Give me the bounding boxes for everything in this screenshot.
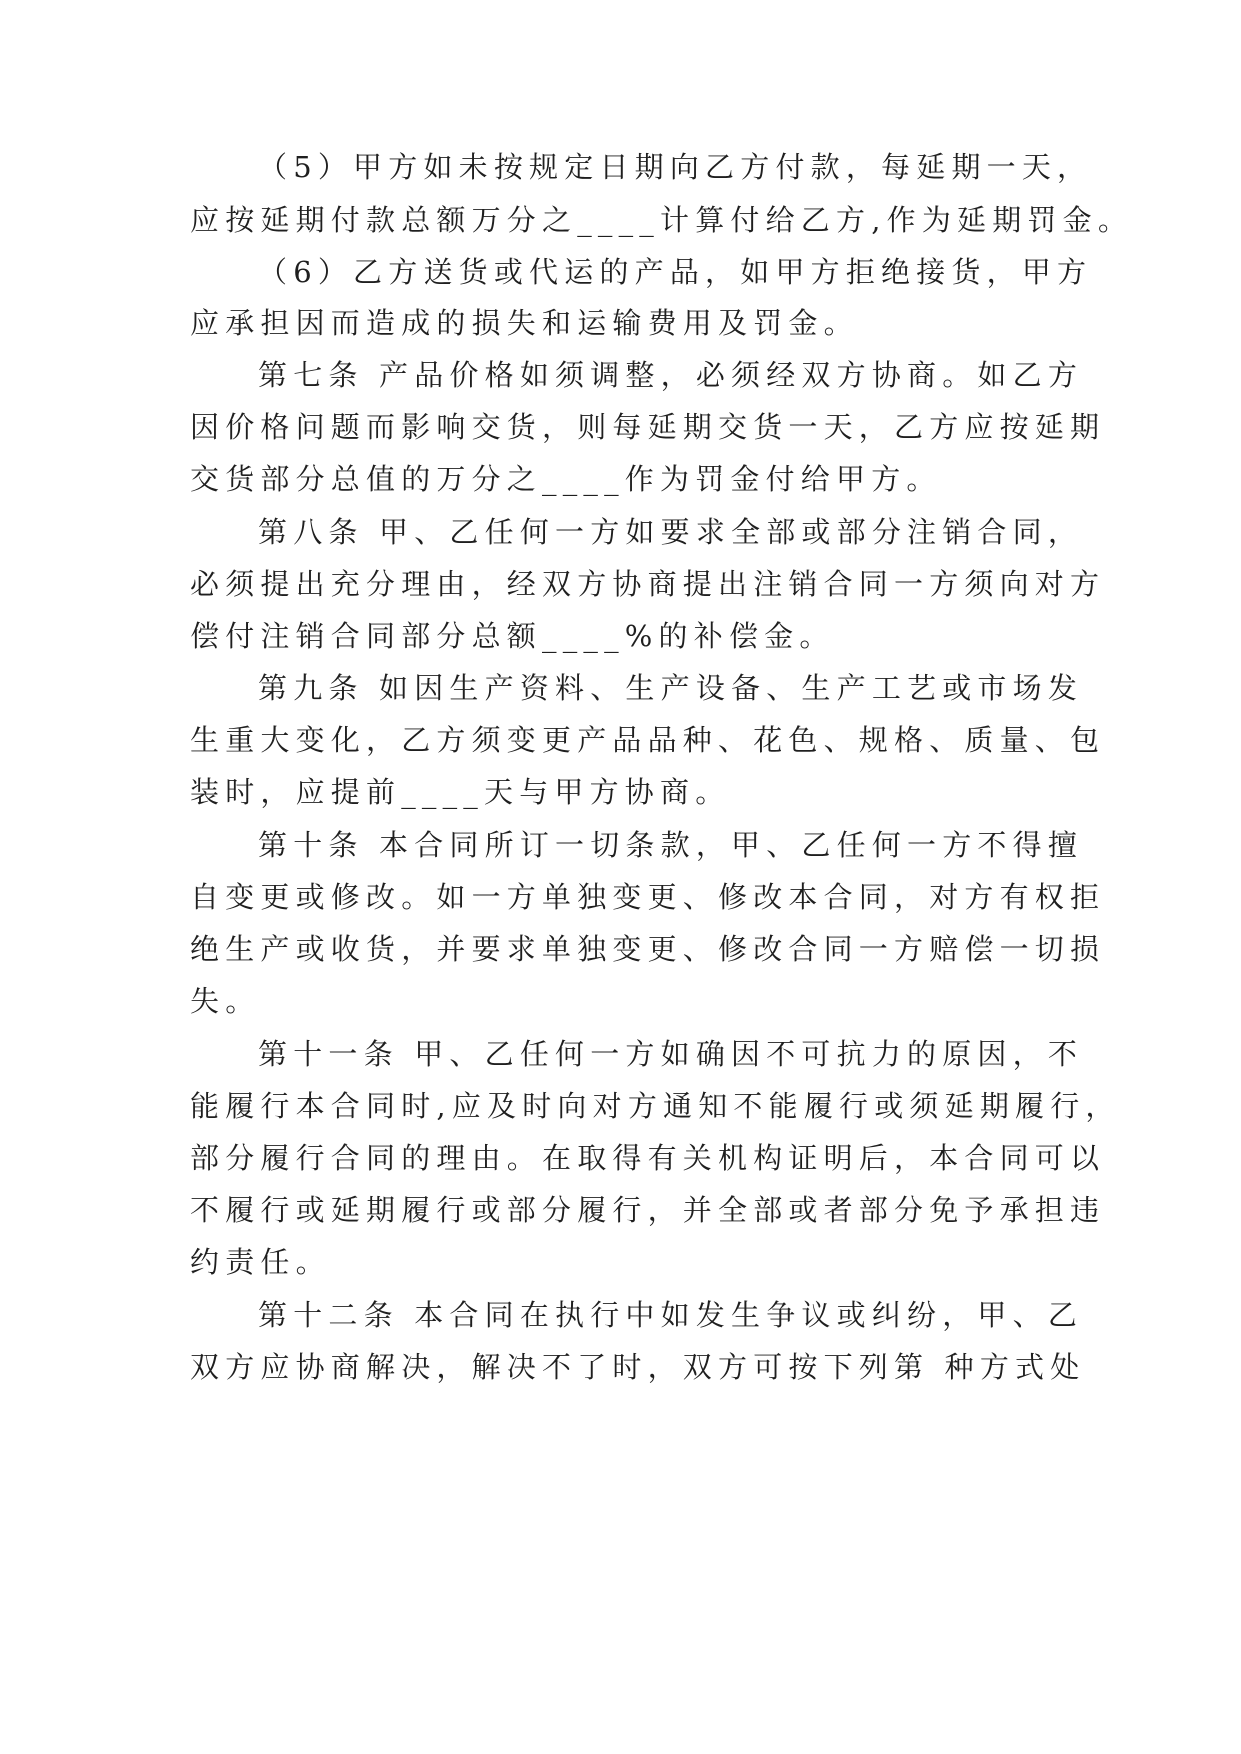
text-line: 第十条 本合同所订一切条款，甲、乙任何一方不得擅 — [258, 828, 1084, 862]
text-line: 部分履行合同的理由。在取得有关机构证明后，本合同可以 — [190, 1141, 1106, 1175]
text-line: 必须提出充分理由，经双方协商提出注销合同一方须向对方 — [190, 567, 1106, 601]
text-line: 偿付注销合同部分总额____%的补偿金。 — [190, 619, 835, 653]
text-line: 装时，应提前____天与甲方协商。 — [190, 775, 731, 809]
text-line: 第八条 甲、乙任何一方如要求全部或部分注销合同， — [258, 515, 1084, 549]
text-line: （6）乙方送货或代运的产品，如甲方拒绝接货，甲方 — [258, 255, 1093, 289]
text-line: 第十二条 本合同在执行中如发生争议或纠纷，甲、乙 — [258, 1298, 1084, 1332]
text-line: 第十一条 甲、乙任何一方如确因不可抗力的原因，不 — [258, 1037, 1084, 1071]
text-line: 应按延期付款总额万分之____计算付给乙方,作为延期罚金。 — [190, 203, 1134, 237]
text-line: 自变更或修改。如一方单独变更、修改本合同，对方有权拒 — [190, 880, 1106, 914]
text-line: 生重大变化，乙方须变更产品品种、花色、规格、质量、包 — [190, 723, 1106, 757]
text-line: 能履行本合同时,应及时向对方通知不能履行或须延期履行， — [190, 1089, 1121, 1123]
text-line: 应承担因而造成的损失和运输费用及罚金。 — [190, 306, 859, 340]
text-line: 不履行或延期履行或部分履行，并全部或者部分免予承担违 — [190, 1193, 1106, 1227]
text-line: 交货部分总值的万分之____作为罚金付给甲方。 — [190, 462, 942, 496]
text-line: 因价格问题而影响交货，则每延期交货一天，乙方应按延期 — [190, 410, 1106, 444]
text-line: 第七条 产品价格如须调整，必须经双方协商。如乙方 — [258, 358, 1084, 392]
text-line: （5）甲方如未按规定日期向乙方付款，每延期一天， — [258, 150, 1093, 184]
text-line: 绝生产或收货，并要求单独变更、修改合同一方赔偿一切损 — [190, 932, 1106, 966]
text-line: 约责任。 — [190, 1245, 331, 1279]
text-line: 失。 — [190, 984, 261, 1018]
text-line: 双方应协商解决，解决不了时，双方可按下列第 种方式处 — [190, 1350, 1086, 1384]
text-line: 第九条 如因生产资料、生产设备、生产工艺或市场发 — [258, 671, 1084, 705]
